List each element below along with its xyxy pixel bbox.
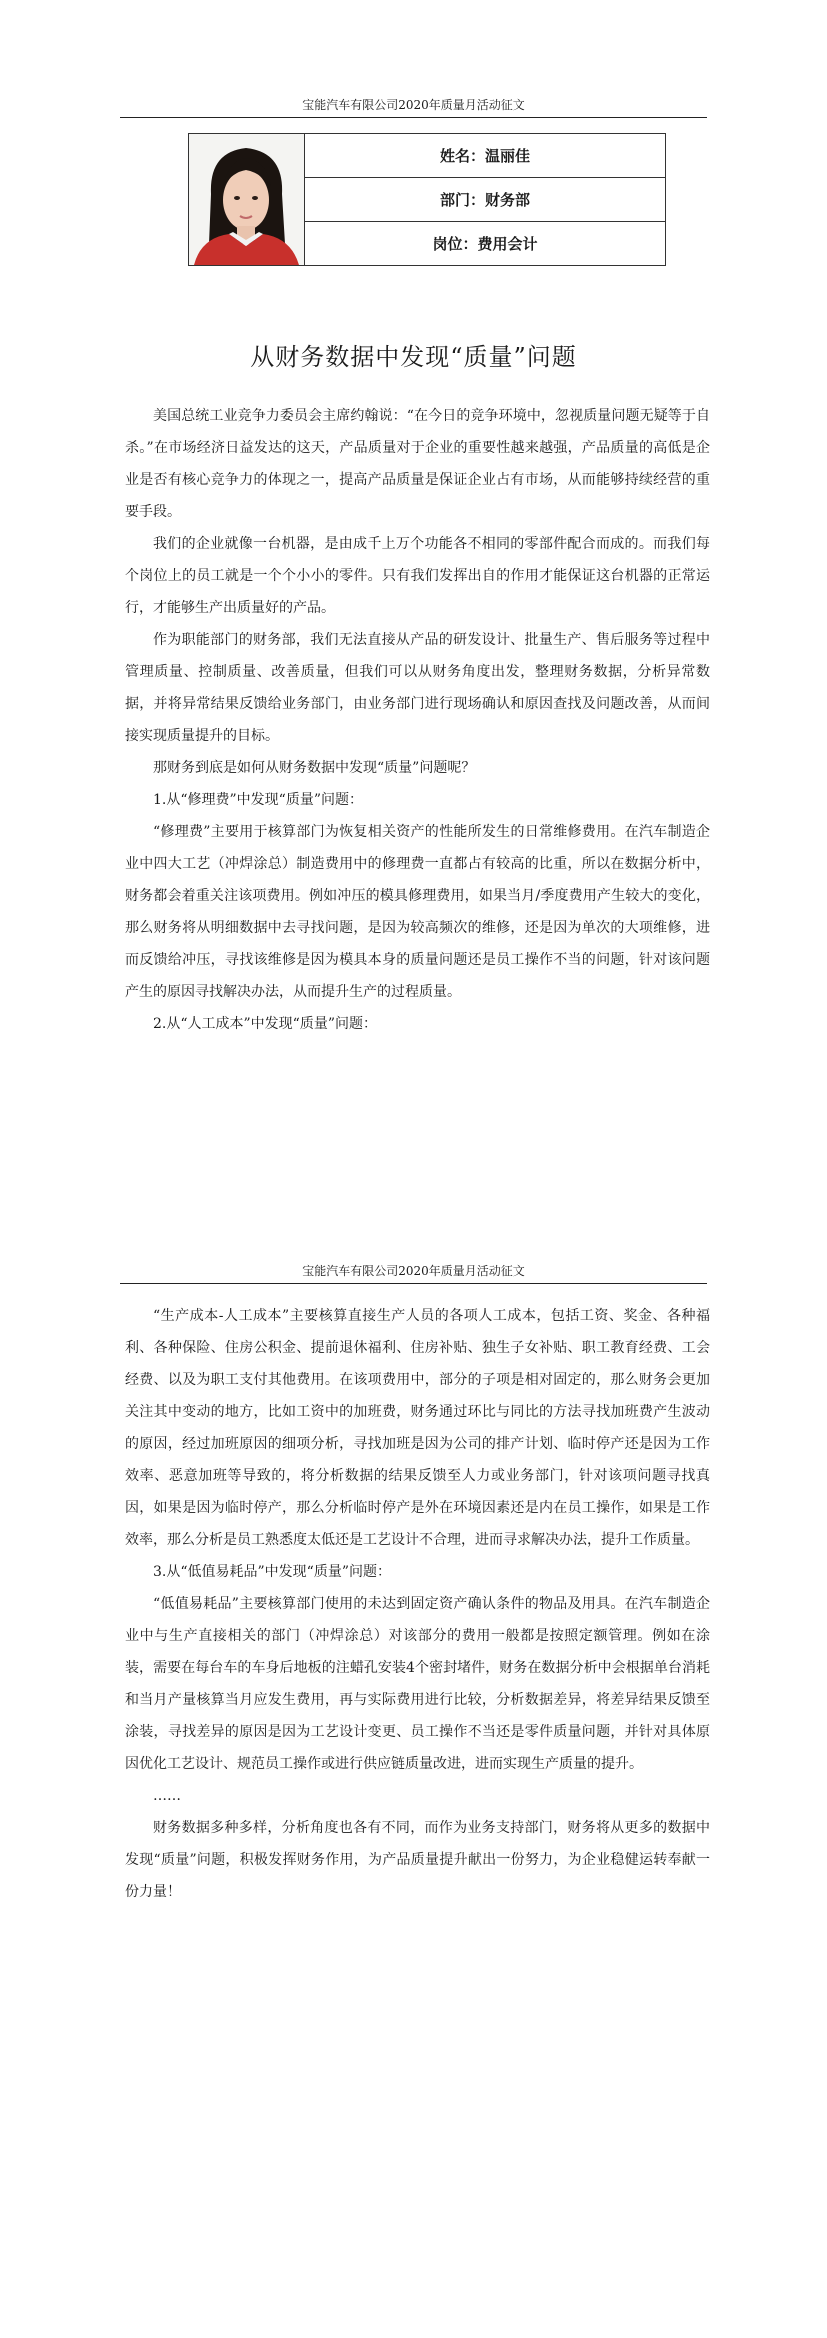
page1-body [125,400,710,1040]
profile-department: 部门：财务部 [305,178,665,222]
page-header: 宝能汽车有限公司2020年质量月活动征文 [120,96,707,118]
avatar [189,134,305,265]
paragraph: 1.从“修理费”中发现“质量”问题： [153,792,363,808]
paragraph: “修理费”主要用于核算部门为恢复相关资产的性能所发生的日常维修费用。在汽车制造企业中四大工艺（冲焊涂总）制造费用中的修理费一直都占有较高的比重，所以在数据分析中，财务都会着重关注该项费用。例如冲压的模具修理费用，如果当月/季度费用产生较大的变化，那么财务将从明细数据中去寻找问题，是因为较高频次的维修，还是因为单次的大项维修，进而反馈给冲压，寻找该维修是因为模具本身的质量问题还是员工操作不当的问题，针对该问题产生的原因寻找解决办法，从而提升生产的过程质量。 [125,824,710,1000]
paragraph: …… [153,1788,181,1804]
paragraph: 财务数据多种多样，分析角度也各有不同，而作为业务支持部门，财务将从更多的数据中发现“质量”问题，积极发挥财务作用，为产品质量提升献出一份努力，为企业稳健运转奉献一份力量！ [125,1820,710,1900]
paragraph: 那财务到底是如何从财务数据中发现“质量”问题呢？ [153,760,476,776]
paragraph: 作为职能部门的财务部，我们无法直接从产品的研发设计、批量生产、售后服务等过程中管理质量、控制质量、改善质量，但我们可以从财务角度出发，整理财务数据，分析异常数据，并将异常结果反馈给业务部门，由业务部门进行现场确认和原因查找及问题改善，从而间接实现质量提升的目标。 [125,632,710,744]
profile-name: 姓名：温丽佳 [305,134,665,178]
paragraph: “低值易耗品”主要核算部门使用的未达到固定资产确认条件的物品及用具。在汽车制造企业中与生产直接相关的部门（冲焊涂总）对该部分的费用一般都是按照定额管理。例如在涂装，需要在每台车的车身后地板的注蜡孔安装4个密封堵件，财务在数据分析中会根据单台消耗和当月产量核算当月应发生费用，再与实际费用进行比较，分析数据差异，将差异结果反馈至涂装，寻找差异的原因是因为工艺设计变更、员工操作不当还是零件质量问题，并针对具体原因优化工艺设计、规范员工操作或进行供应链质量改进，进而实现生产质量的提升。 [125,1596,710,1772]
paragraph: “生产成本-人工成本”主要核算直接生产人员的各项人工成本，包括工资、奖金、各种福利、各种保险、住房公积金、提前退休福利、住房补贴、独生子女补贴、职工教育经费、工会经费、以及为职工支付其他费用。在该项费用中，部分的子项是相对固定的，那么财务会更加关注其中变动的地方，比如工资中的加班费，财务通过环比与同比的方法寻找加班费产生波动的原因，经过加班原因的细项分析，寻找加班是因为公司的排产计划、临时停产还是因为工作效率、恶意加班等导致的，将分析数据的结果反馈至人力或业务部门，针对该项问题寻找真因，如果是因为临时停产，那么分析临时停产是外在环境因素还是内在员工操作，如果是工作效率，那么分析是员工熟悉度太低还是工艺设计不合理，进而寻求解决办法，提升工作质量。 [125,1308,710,1548]
profile-position: 岗位：费用会计 [432,235,538,253]
profile-table [188,133,666,266]
page2-body [125,1300,710,1908]
paragraph: 我们的企业就像一台机器，是由成千上万个功能各不相同的零部件配合而成的。而我们每个岗位上的员工就是一个个小小的零件。只有我们发挥出自的作用才能保证这台机器的正常运行，才能够生产出质量好的产品。 [125,536,710,616]
paragraph: 美国总统工业竞争力委员会主席约翰说：“在今日的竞争环境中，忽视质量问题无疑等于自杀。”在市场经济日益发达的这天，产品质量对于企业的重要性越来越强，产品质量的高低是企业是否有核心竞争力的体现之一，提高产品质量是保证企业占有市场，从而能够持续经营的重要手段。 [125,408,710,520]
paragraph: 3.从“低值易耗品”中发现“质量”问题： [153,1564,391,1580]
article-title: 从财务数据中发现“质量”问题 [250,343,577,371]
portrait-photo [189,134,304,265]
page-header: 宝能汽车有限公司2020年质量月活动征文 [120,1262,707,1284]
paragraph: 2.从“人工成本”中发现“质量”问题： [153,1016,377,1032]
